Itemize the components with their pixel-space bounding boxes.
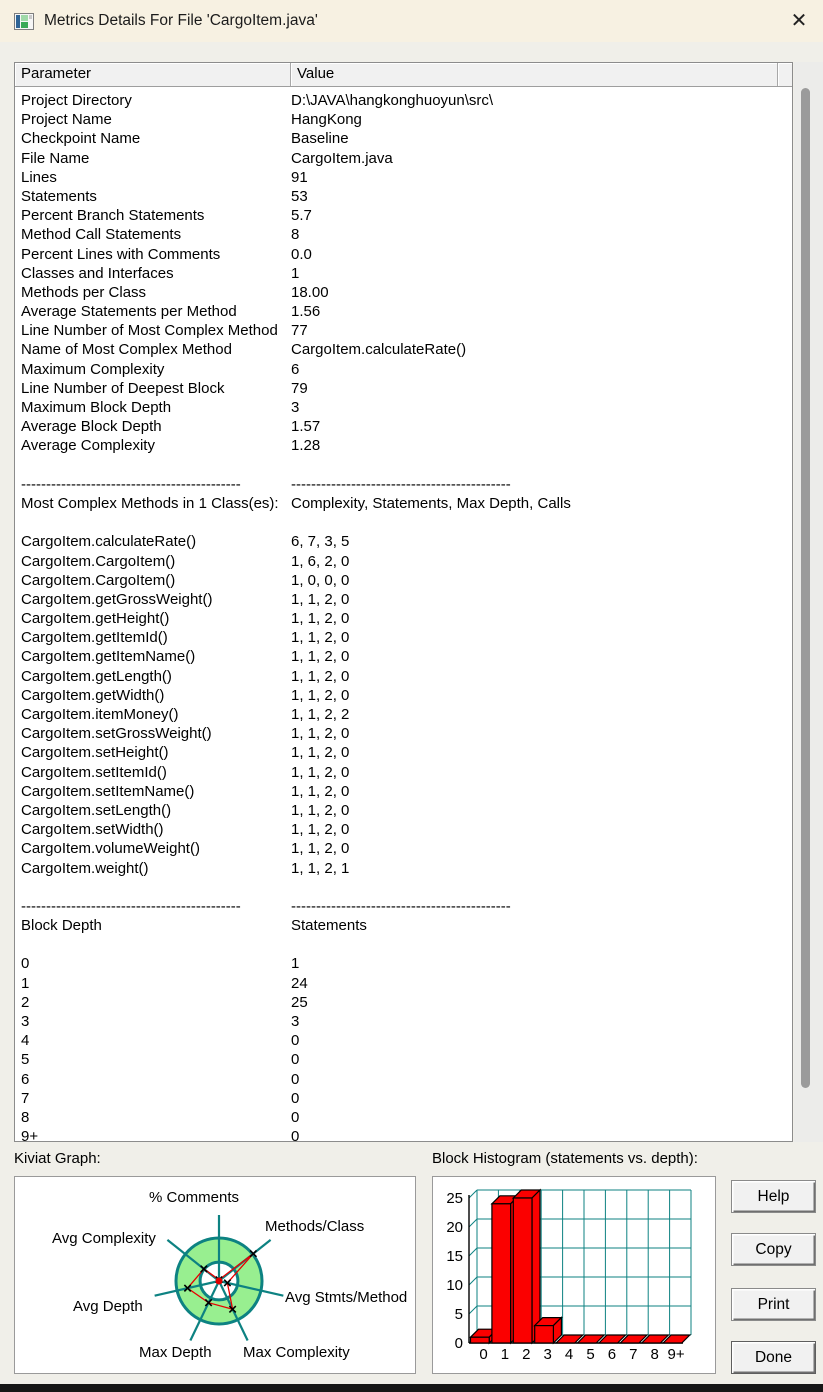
kiviat-graph-label: Kiviat Graph:	[14, 1150, 101, 1167]
table-row	[15, 225, 792, 244]
param-cell: Average Complexity	[21, 437, 155, 455]
param-cell: CargoItem.calculateRate()	[21, 533, 197, 551]
histogram-chart	[433, 1177, 715, 1373]
param-cell: 2	[21, 993, 30, 1011]
param-cell: CargoItem.getHeight()	[21, 610, 170, 628]
value-cell: 1, 1, 2, 0	[291, 782, 350, 800]
param-cell: Line Number of Deepest Block	[21, 379, 225, 397]
copy-button[interactable]: Copy	[731, 1233, 816, 1266]
block-histogram	[432, 1176, 716, 1374]
param-cell: File Name	[21, 149, 90, 167]
table-row	[15, 878, 792, 897]
value-cell: 91	[291, 168, 308, 186]
param-cell: Name of Most Complex Method	[21, 341, 232, 359]
param-cell: CargoItem.setHeight()	[21, 744, 169, 762]
value-cell: 6, 7, 3, 5	[291, 533, 350, 551]
kiviat-chart	[15, 1177, 415, 1373]
param-cell	[15, 878, 291, 897]
kiviat-axis-label: Avg Depth	[73, 1298, 143, 1315]
param-cell: CargoItem.getLength()	[21, 667, 172, 685]
table-row	[15, 820, 792, 839]
table-row	[15, 839, 792, 858]
value-cell: Baseline	[291, 130, 349, 148]
value-cell: 1, 1, 2, 0	[291, 725, 350, 743]
param-cell: Project Name	[21, 111, 112, 129]
param-cell: Average Block Depth	[21, 418, 162, 436]
svg-text:0: 0	[479, 1346, 488, 1363]
table-row	[15, 283, 792, 302]
table-row	[15, 667, 792, 686]
param-cell: 3	[21, 1013, 30, 1030]
table-row	[15, 475, 792, 494]
param-cell: CargoItem.setLength()	[21, 801, 172, 819]
table-row	[15, 1031, 792, 1050]
table-row	[15, 264, 792, 283]
kiviat-graph	[14, 1176, 416, 1374]
param-cell: CargoItem.getItemId()	[21, 629, 168, 647]
svg-text:0: 0	[454, 1335, 463, 1352]
table-row	[15, 360, 792, 379]
param-cell: Lines	[21, 168, 57, 186]
table-row	[15, 974, 792, 993]
value-cell: CargoItem.calculateRate()	[291, 341, 467, 359]
value-cell: 1, 1, 2, 2	[291, 706, 350, 723]
svg-text:10: 10	[446, 1277, 463, 1294]
table-row	[15, 743, 792, 762]
list-rows	[15, 87, 792, 1146]
table-row	[15, 149, 792, 168]
svg-text:25: 25	[446, 1190, 463, 1207]
param-cell: Percent Lines with Comments	[21, 245, 221, 263]
param-cell: Maximum Complexity	[21, 360, 165, 378]
table-row	[15, 1050, 792, 1069]
table-row	[15, 91, 792, 110]
table-row	[15, 398, 792, 417]
value-cell: 0	[291, 1032, 300, 1050]
value-cell: 1, 1, 2, 0	[291, 629, 350, 647]
svg-text:2: 2	[522, 1346, 531, 1363]
svg-text:5: 5	[586, 1346, 595, 1363]
table-row	[15, 552, 792, 571]
param-cell: Classes and Interfaces	[21, 264, 174, 282]
param-cell: 0	[21, 955, 30, 973]
param-cell: Project Directory	[21, 92, 132, 109]
param-cell	[15, 456, 291, 475]
value-cell	[291, 456, 792, 475]
table-row	[15, 763, 792, 782]
value-cell: 25	[291, 993, 308, 1011]
value-cell: 6	[291, 360, 300, 378]
param-cell	[15, 935, 291, 954]
value-cell: Statements	[291, 917, 367, 935]
param-cell: Methods per Class	[21, 283, 147, 301]
param-cell: CargoItem.volumeWeight()	[21, 840, 200, 858]
table-row	[15, 1070, 792, 1089]
svg-text:15: 15	[446, 1248, 463, 1265]
value-cell: 1.28	[291, 437, 321, 455]
print-button[interactable]: Print	[731, 1288, 816, 1321]
kiviat-axis-label: Max Complexity	[243, 1344, 350, 1361]
header-parameter[interactable]: Parameter	[15, 63, 291, 86]
param-cell: 5	[21, 1051, 30, 1069]
param-cell: Method Call Statements	[21, 226, 182, 244]
param-cell: Line Number of Most Complex Method	[21, 322, 278, 340]
value-cell: 3	[291, 399, 300, 416]
table-row	[15, 340, 792, 359]
value-cell: --------------------------------------------	[291, 475, 511, 493]
value-cell: 1, 6, 2, 0	[291, 552, 350, 570]
param-cell: 8	[21, 1108, 30, 1126]
param-cell: Statements	[21, 187, 97, 205]
list-header	[15, 63, 792, 87]
value-cell: 24	[291, 974, 308, 992]
value-cell: 1, 1, 2, 0	[291, 821, 350, 839]
header-stub	[778, 63, 792, 86]
table-row	[15, 494, 792, 513]
value-cell: 0	[291, 1070, 300, 1088]
table-row	[15, 456, 792, 475]
table-row	[15, 571, 792, 590]
value-cell: CargoItem.java	[291, 149, 393, 167]
param-cell: --------------------------------------------	[21, 475, 241, 493]
value-cell: 1, 1, 2, 0	[291, 744, 350, 762]
table-row	[15, 110, 792, 129]
table-row	[15, 724, 792, 743]
table-row	[15, 647, 792, 666]
table-row	[15, 801, 792, 820]
kiviat-axis-label: Methods/Class	[265, 1218, 365, 1235]
table-row	[15, 609, 792, 628]
value-cell: 53	[291, 187, 308, 205]
value-cell: 0.0	[291, 245, 312, 263]
value-cell: 1, 1, 2, 0	[291, 648, 350, 666]
param-cell: CargoItem.itemMoney()	[21, 706, 179, 723]
table-row	[15, 302, 792, 321]
kiviat-axis-label: Max Depth	[139, 1344, 212, 1361]
value-cell: 0	[291, 1051, 300, 1069]
title-bar	[0, 0, 823, 42]
svg-text:3: 3	[543, 1346, 552, 1363]
table-row	[15, 954, 792, 973]
svg-text:4: 4	[564, 1346, 574, 1363]
scrollbar-thumb[interactable]	[801, 88, 810, 1088]
param-cell: CargoItem.getItemName()	[21, 648, 196, 666]
value-cell: 1, 1, 2, 0	[291, 801, 350, 819]
value-cell: 1, 1, 2, 0	[291, 686, 350, 704]
table-row	[15, 1127, 792, 1146]
value-cell: 0	[291, 1089, 300, 1107]
table-row	[15, 436, 792, 455]
table-row	[15, 705, 792, 724]
param-cell: 4	[21, 1032, 30, 1050]
table-row	[15, 513, 792, 532]
value-cell: --------------------------------------------	[291, 897, 511, 915]
value-cell: 1.56	[291, 303, 321, 321]
header-value[interactable]: Value	[291, 63, 778, 86]
table-row	[15, 1012, 792, 1031]
table-row	[15, 129, 792, 148]
value-cell: 1, 1, 2, 0	[291, 610, 350, 628]
table-row	[15, 1089, 792, 1108]
param-cell: CargoItem.setGrossWeight()	[21, 725, 212, 743]
svg-text:9+: 9+	[667, 1346, 685, 1363]
param-cell: CargoItem.setItemName()	[21, 782, 195, 800]
table-row	[15, 1108, 792, 1127]
param-cell: CargoItem.getGrossWeight()	[21, 590, 213, 608]
table-row	[15, 168, 792, 187]
table-row	[15, 916, 792, 935]
app-icon	[14, 13, 34, 30]
close-icon[interactable]: ✕	[790, 9, 808, 32]
table-row	[15, 379, 792, 398]
table-row	[15, 206, 792, 225]
value-cell: 1	[291, 955, 300, 973]
param-cell: --------------------------------------------	[21, 897, 241, 915]
value-cell: 0	[291, 1128, 300, 1146]
table-row	[15, 417, 792, 436]
value-cell: 1, 1, 2, 0	[291, 763, 350, 781]
param-cell: Checkpoint Name	[21, 130, 141, 148]
kiviat-axis-label: Avg Complexity	[52, 1230, 156, 1247]
table-row	[15, 782, 792, 801]
value-cell	[291, 513, 792, 532]
table-row	[15, 859, 792, 878]
param-cell: Maximum Block Depth	[21, 399, 172, 416]
kiviat-axis-label: % Comments	[149, 1189, 240, 1206]
metrics-list	[14, 62, 793, 1146]
window-bottom-edge	[0, 1384, 823, 1392]
value-cell: 79	[291, 379, 308, 397]
table-row	[15, 993, 792, 1012]
value-cell	[291, 878, 792, 897]
svg-text:20: 20	[446, 1219, 463, 1236]
value-cell: D:\JAVA\hangkonghuoyun\src\	[291, 92, 494, 109]
param-cell: CargoItem.CargoItem()	[21, 571, 176, 589]
table-row	[15, 590, 792, 609]
kiviat-axis-label: Avg Stmts/Method	[285, 1289, 408, 1306]
param-cell: Percent Branch Statements	[21, 207, 205, 225]
block-histogram-label: Block Histogram (statements vs. depth):	[432, 1150, 698, 1167]
table-row	[15, 245, 792, 264]
svg-text:7: 7	[629, 1346, 638, 1363]
table-row	[15, 686, 792, 705]
param-cell: CargoItem.getWidth()	[21, 686, 165, 704]
param-cell: CargoItem.weight()	[21, 859, 149, 877]
value-cell: 1, 1, 2, 0	[291, 590, 350, 608]
value-cell: 77	[291, 322, 308, 340]
help-button[interactable]: Help	[731, 1180, 816, 1213]
param-cell: Most Complex Methods in 1 Class(es):	[21, 494, 279, 512]
value-cell: Complexity, Statements, Max Depth, Calls	[291, 494, 571, 512]
window-title: Metrics Details For File 'CargoItem.java'	[44, 12, 318, 29]
svg-text:5: 5	[454, 1306, 463, 1323]
table-row	[15, 321, 792, 340]
value-cell: 1, 1, 2, 1	[291, 859, 350, 877]
param-cell: 6	[21, 1070, 30, 1088]
value-cell: 1	[291, 264, 300, 282]
table-row	[15, 187, 792, 206]
table-row	[15, 628, 792, 647]
param-cell: 9+	[21, 1128, 39, 1146]
value-cell: 8	[291, 226, 300, 244]
svg-text:8: 8	[650, 1346, 659, 1363]
value-cell	[291, 935, 792, 954]
table-row	[15, 532, 792, 551]
value-cell: HangKong	[291, 111, 362, 129]
value-cell: 1.57	[291, 418, 321, 436]
svg-text:1: 1	[500, 1346, 510, 1363]
param-cell: CargoItem.CargoItem()	[21, 552, 176, 570]
value-cell: 18.00	[291, 283, 329, 301]
value-cell: 1, 1, 2, 0	[291, 667, 350, 685]
table-row	[15, 897, 792, 916]
value-cell: 3	[291, 1013, 300, 1030]
value-cell: 0	[291, 1108, 300, 1126]
param-cell: CargoItem.setWidth()	[21, 821, 164, 839]
value-cell: 1, 1, 2, 0	[291, 840, 350, 858]
param-cell: CargoItem.setItemId()	[21, 763, 167, 781]
table-row	[15, 935, 792, 954]
param-cell: 1	[21, 974, 30, 992]
param-cell: Average Statements per Method	[21, 303, 237, 321]
param-cell: Block Depth	[21, 917, 102, 935]
param-cell	[15, 513, 291, 532]
value-cell: 1, 0, 0, 0	[291, 571, 350, 589]
scrollbar-track[interactable]	[794, 62, 823, 1142]
done-button[interactable]: Done	[731, 1341, 816, 1374]
value-cell: 5.7	[291, 207, 312, 225]
param-cell: 7	[21, 1089, 30, 1107]
svg-text:6: 6	[607, 1346, 617, 1363]
